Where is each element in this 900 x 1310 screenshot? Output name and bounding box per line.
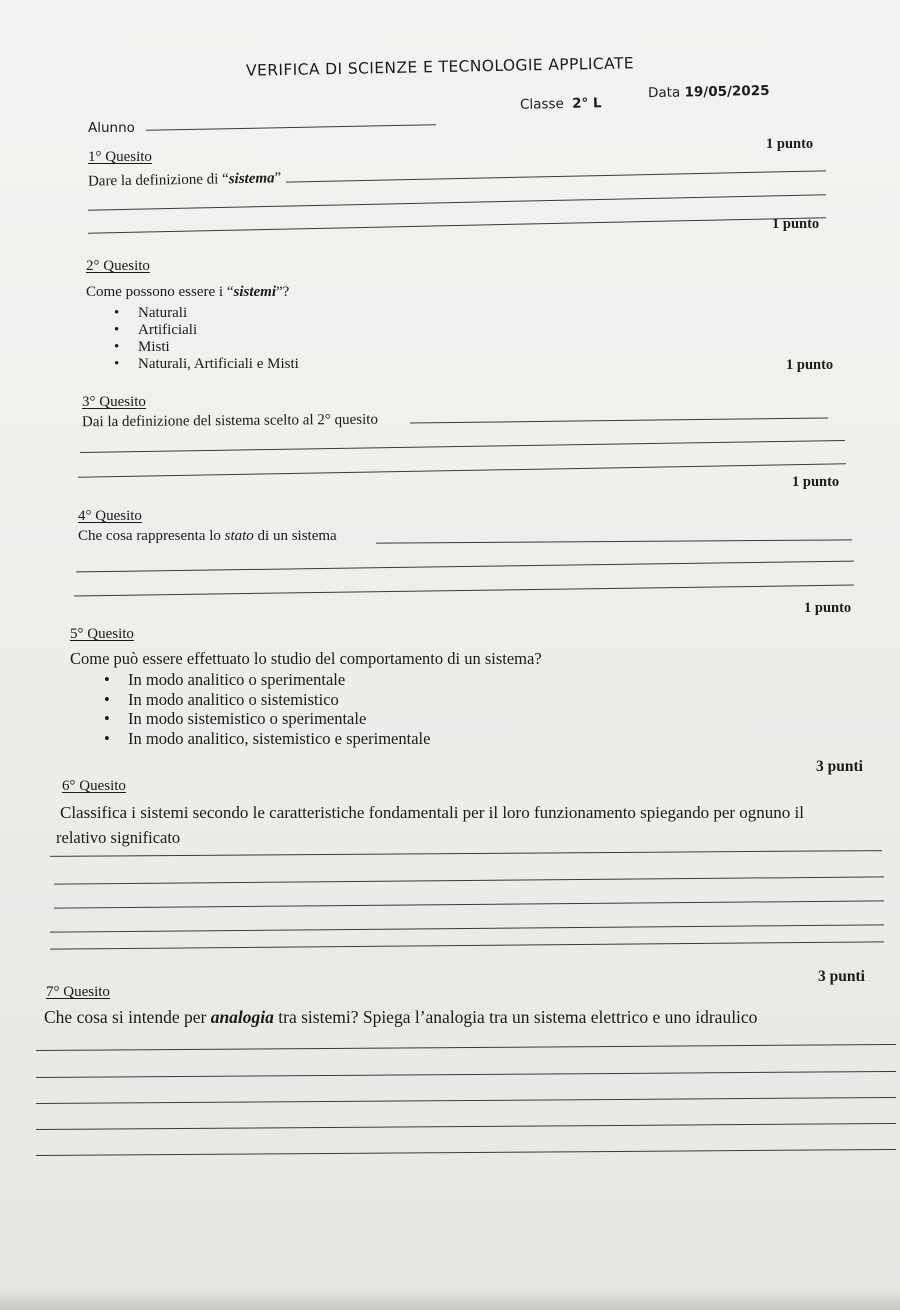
q6-points-top: 3 punti [816, 758, 863, 775]
date-value: 19/05/2025 [684, 82, 770, 101]
q7-heading: 7° Quesito [46, 984, 110, 1000]
q6-answer-line[interactable] [50, 924, 884, 932]
q7-text: Che cosa si intende per analogia tra sistemi? Spiega l’analogia tra un sistema elettrico e uno idraulico [44, 1007, 758, 1027]
student-name-field[interactable] [146, 124, 436, 131]
q5-option[interactable]: • In modo analitico o sperimentale [104, 670, 430, 690]
q4-points: 1 punto [792, 474, 840, 490]
q7-answer-line[interactable] [36, 1071, 896, 1078]
q1-text: Dare la definizione di “sistema” [87, 170, 282, 190]
q7-answer-line[interactable] [36, 1123, 896, 1130]
q6-heading: 6° Quesito [62, 778, 126, 794]
q4-answer-line[interactable] [74, 585, 854, 597]
q6-text-line1: Classifica i sistemi secondo le caratteristiche fondamentali per il loro funzionamento spiegando per ognuno il [60, 803, 805, 822]
q1-points: 1 punto [766, 136, 814, 152]
q7-points-top: 3 punti [818, 968, 865, 985]
q4-answer-line[interactable] [76, 561, 854, 573]
student-label: Alunno [88, 120, 135, 136]
q6-text-line2: relativo significato [56, 828, 181, 847]
q2-option[interactable]: • Naturali, Artificiali e Misti [114, 356, 299, 373]
q3-points: 1 punto [786, 357, 834, 373]
q2-emphasis: sistemi [233, 284, 276, 300]
q5-heading: 5° Quesito [70, 626, 134, 642]
q4-heading: 4° Quesito [78, 508, 142, 524]
q5-points-top: 1 punto [804, 600, 852, 616]
q3-heading: 3° Quesito [82, 394, 146, 410]
date-field [648, 83, 770, 101]
class-value: 2° L [571, 95, 602, 112]
q5-text: Come può essere effettuato lo studio del comportamento di un sistema? [70, 649, 542, 668]
q7-answer-line[interactable] [36, 1044, 896, 1051]
q5-options [104, 670, 430, 748]
q2-text: Come possono essere i “sistemi”? [86, 284, 290, 300]
q1-answer-line[interactable] [88, 217, 826, 233]
q5-option[interactable]: • In modo analitico o sistemistico [104, 690, 430, 710]
q2-option[interactable]: • Naturali [114, 305, 299, 322]
q5-option[interactable]: • In modo sistemistico o sperimentale [104, 709, 430, 729]
q2-heading: 2° Quesito [86, 258, 150, 274]
date-label: Data [647, 84, 681, 102]
q7-answer-line[interactable] [36, 1097, 896, 1104]
q5-option[interactable]: • In modo analitico, sistemistico e sperimentale [104, 729, 430, 749]
q6-answer-line[interactable] [50, 850, 882, 857]
q6-answer-line[interactable] [54, 900, 884, 908]
page-title: VERIFICA DI SCIENZE E TECNOLOGIE APPLICATE [245, 54, 635, 80]
q2-option[interactable]: • Misti [114, 339, 299, 356]
q3-answer-line[interactable] [80, 440, 845, 453]
q2-options [114, 305, 299, 373]
q1-heading: 1° Quesito [88, 149, 152, 165]
q4-text: Che cosa rappresenta lo stato di un sistema [78, 528, 337, 544]
q6-answer-line[interactable] [54, 876, 884, 884]
q3-text: Dai la definizione del sistema scelto al 2° quesito [81, 411, 378, 431]
q7-answer-line[interactable] [36, 1149, 896, 1156]
q1-answer-line[interactable] [88, 194, 826, 210]
q6-answer-line[interactable] [50, 941, 884, 949]
q1-emphasis: sistema [228, 170, 275, 188]
q4-emphasis: stato [224, 528, 254, 544]
q7-emphasis: analogia [210, 1007, 274, 1027]
q4-answer-line[interactable] [376, 539, 852, 543]
class-label: Classe [519, 95, 564, 113]
q1-answer-line[interactable] [286, 170, 826, 182]
class-field [520, 95, 602, 113]
q2-option[interactable]: • Artificiali [114, 322, 299, 339]
q2-points: 1 punto [772, 216, 820, 232]
q3-answer-line[interactable] [78, 463, 846, 477]
q3-answer-line[interactable] [410, 417, 828, 423]
page-shadow [0, 1288, 900, 1310]
